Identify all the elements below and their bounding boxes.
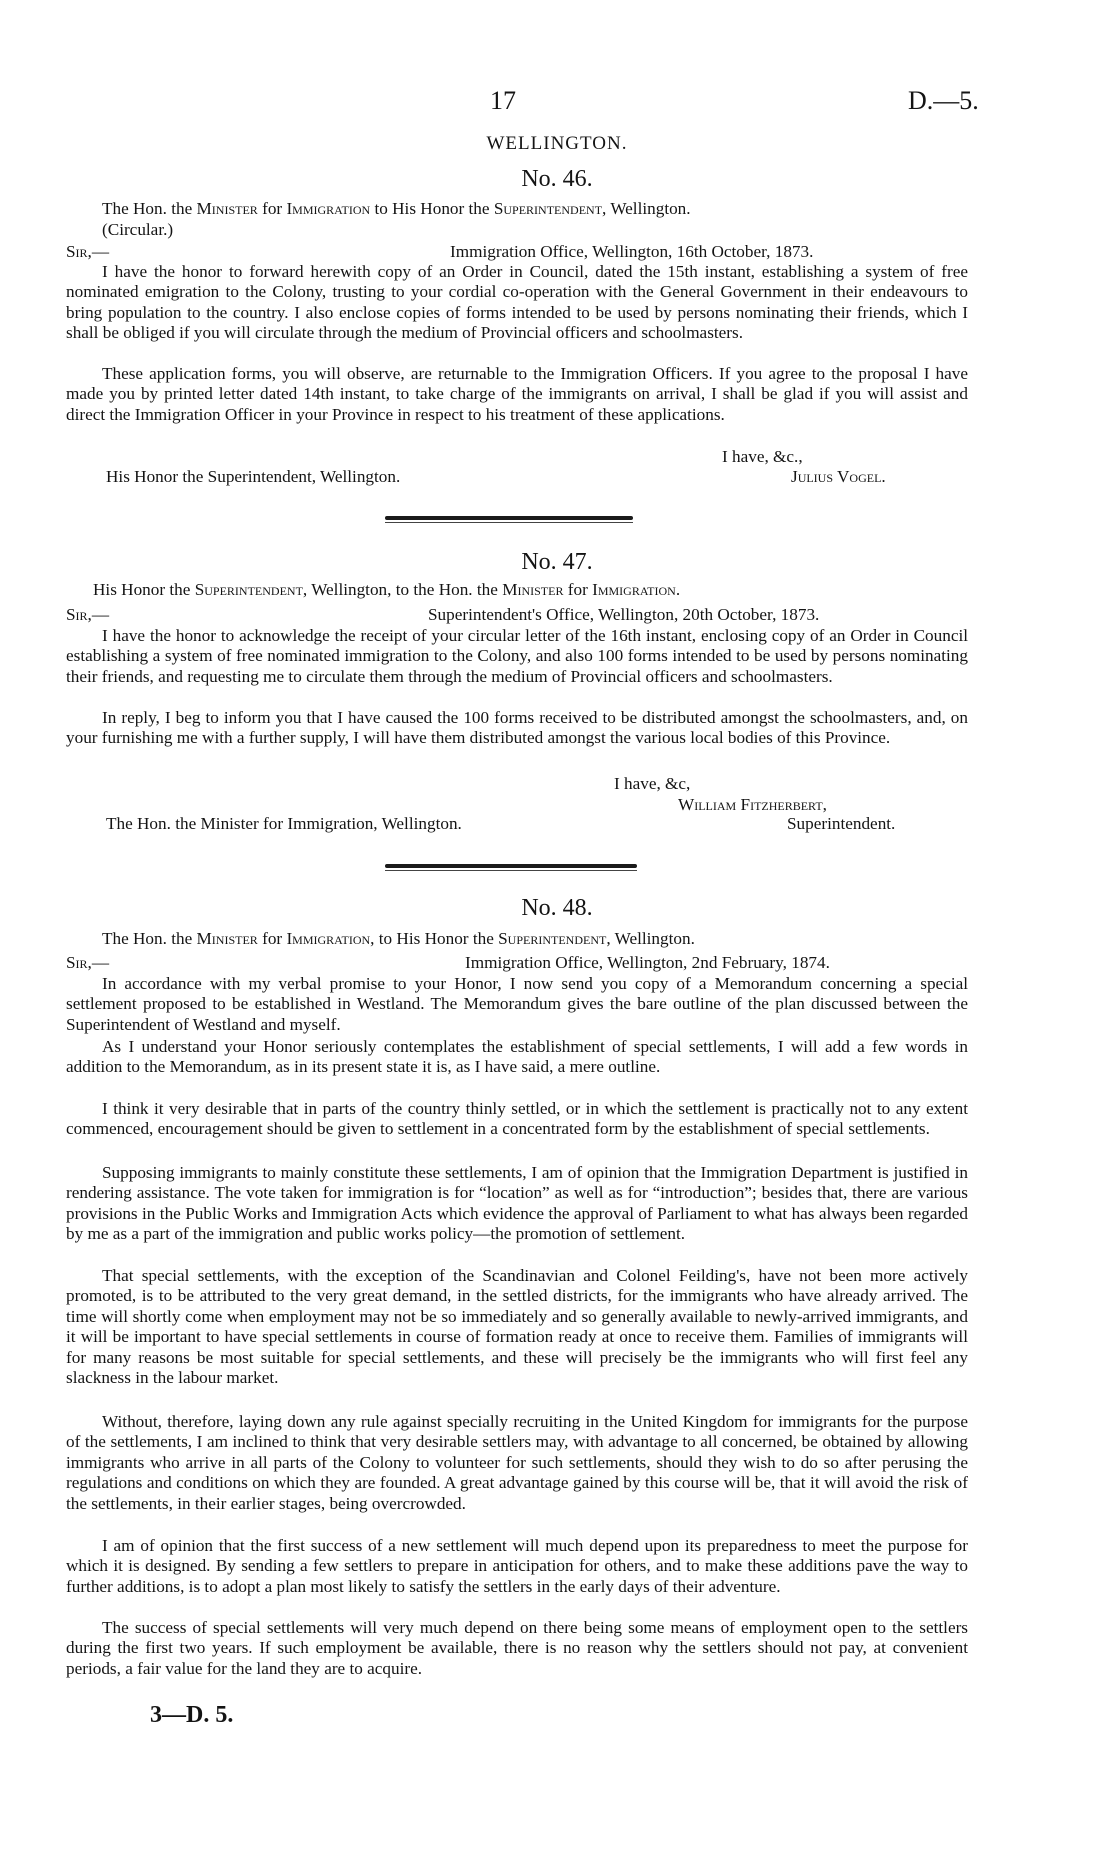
letter-48-heading: The Hon. the Minister for Immigration, to His Honor the Superintendent, Wellington. [102,929,695,948]
letter-47-signature-title: Superintendent. [787,814,896,833]
letter-48-dateline: Immigration Office, Wellington, 2nd February, 1874. [465,953,830,972]
letter-48-paragraph-3: I think it very desirable that in parts of the country thinly settled, or in which the settlement is practically not to any extent commenced, encouragement should be given to settlement in a concentrated form by the establishment of special settlements. [66,1099,968,1139]
letter-46-number: No. 46. [521,166,593,192]
letter-47-heading: His Honor the Superintendent, Wellington, to the Hon. the Minister for Immigration. [93,580,681,599]
letter-48-paragraph-4: Supposing immigrants to mainly constitute these settlements, I am of opinion that the Immigration Department is justified in rendering assistance. The vote taken for immigration is for “location” as well as for “introduction”; besides that, there are various provisions in the Public Works and Immigration Acts which evidence the approval of Parliament to what has always been regarded by me as a part of the immigration and public works policy—the promotion of settlement. [66,1163,968,1244]
letter-48-paragraph-8: The success of special settlements will very much depend on there being some means of employment open to the settlers during the first two years. If such employment be available, there is no reason why the settlers should not pay, at convenient periods, a fair value for the land they are to acquire. [66,1618,968,1678]
letter-48-paragraph-2: As I understand your Honor seriously contemplates the establishment of special settlements, I will add a few words in addition to the Memorandum, as in its present state it is, as I have said, a mere outline. [66,1037,968,1077]
letter-48-salutation: Sir,— [66,953,110,972]
document-reference: D.—5. [908,86,979,115]
letter-47-paragraph-1: I have the honor to acknowledge the receipt of your circular letter of the 16th instant, enclosing copy of an Order in Council establishing a system of free nominated immigration to the Colony, and also 100 forms intended to be used by persons nominating their friends, and requesting me to circulate them through the medium of Provincial officers and schoolmasters. [66,626,968,686]
letter-46-salutation: Sir,— [66,242,110,261]
letter-48-paragraph-6: Without, therefore, laying down any rule against specially recruiting in the United Kingdom for immigrants for the purpose of the settlements, I am inclined to think that very desirable settlers may, with advantage to all concerned, be obtained by allowing immigrants who arrive in all parts of the Colony to volunteer for such settlements, should they wish to do so after perusing the regulations and conditions on which they are founded. A great advantage gained by this course will be, that it will avoid the risk of the settlements, in their earlier stages, being overcrowded. [66,1412,968,1513]
signature-mark: 3—D. 5. [150,1702,234,1728]
letter-46-note: (Circular.) [102,220,174,239]
section-title: WELLINGTON. [486,133,628,154]
letter-46-heading: The Hon. the Minister for Immigration to His Honor the Superintendent, Wellington. [102,199,691,218]
letter-46-signature: Julius Vogel. [791,467,886,486]
letter-47-number: No. 47. [521,549,593,575]
letter-47-signature: William Fitzherbert, [678,795,827,814]
section-divider [385,864,637,868]
page-number: 17 [490,86,516,115]
letter-48-number: No. 48. [521,895,593,921]
letter-47-closing: I have, &c, [614,774,691,793]
letter-48-paragraph-7: I am of opinion that the first success of a new settlement will much depend upon its preparedness to meet the purpose for which it is designed. By sending a few settlers to prepare in anticipation for others, and to make these additions pave the way to further additions, is to adopt a plan most likely to satisfy the settlers in the early days of their adventure. [66,1536,968,1596]
letter-47-salutation: Sir,— [66,605,110,624]
letter-47-paragraph-2: In reply, I beg to inform you that I have caused the 100 forms received to be distributed amongst the schoolmasters, and, on your furnishing me with a further supply, I will have them distributed amongst the various local bodies of this Province. [66,708,968,748]
section-divider [385,516,633,520]
letter-46-addressee: His Honor the Superintendent, Wellington. [106,467,401,486]
letter-46-closing: I have, &c., [722,447,803,466]
letter-47-addressee: The Hon. the Minister for Immigration, Wellington. [106,814,462,833]
letter-46-paragraph-2: These application forms, you will observe, are returnable to the Immigration Officers. If you agree to the proposal I have made you by printed letter dated 14th instant, to take charge of the immigrants on arrival, I shall be glad if you will assist and direct the Immigration Officer in your Province in respect to his treatment of these applications. [66,364,968,424]
letter-47-dateline: Superintendent's Office, Wellington, 20th October, 1873. [428,605,820,624]
letter-46-paragraph-1: I have the honor to forward herewith copy of an Order in Council, dated the 15th instant, establishing a system of free nominated emigration to the Colony, trusting to your cordial co-operation with the General Government in their endeavours to bring population to the country. I also enclose copies of forms intended to be used by persons nominating their friends, which I shall be obliged if you will circulate through the medium of Provincial officers and schoolmasters. [66,262,968,343]
letter-48-paragraph-1: In accordance with my verbal promise to your Honor, I now send you copy of a Memorandum concerning a special settlement proposed to be established in Westland. The Memorandum gives the bare outline of the plan discussed between the Superintendent of Westland and myself. [66,974,968,1034]
letter-46-dateline: Immigration Office, Wellington, 16th October, 1873. [450,242,814,261]
letter-48-paragraph-5: That special settlements, with the exception of the Scandinavian and Colonel Feilding's, have not been more actively promoted, is to be attributed to the very great demand, in the settled districts, for the immigrants who have already arrived. The time will shortly come when employment may not be so immediately and so generally available to newly-arrived immigrants, and it will be important to have special settlements in course of formation ready at once to receive them. Families of immigrants will for many reasons be most suitable for special settlements, and these will precisely be the immigrants who will first feel any slackness in the labour market. [66,1266,968,1388]
